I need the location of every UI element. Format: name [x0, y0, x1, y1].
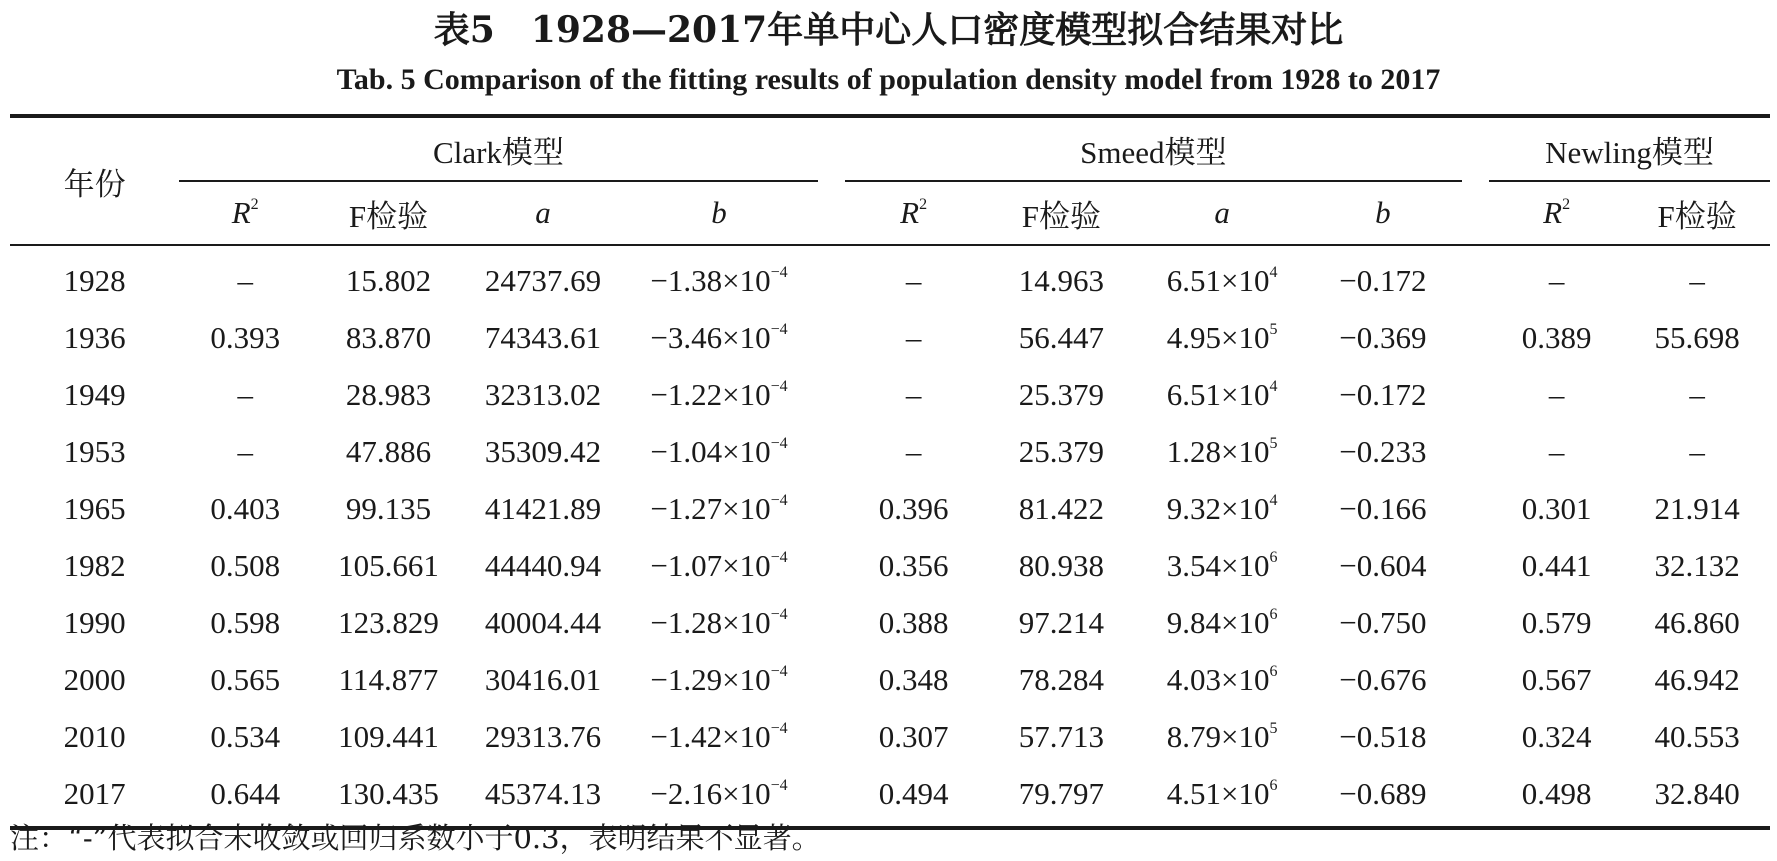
newling-f-cell: 46.942 — [1654, 661, 1740, 697]
table-title-english: Tab. 5 Comparison of the fitting results of population density model from 1928 to 2017 — [336, 63, 1441, 96]
smeed-b-header: b — [1304, 181, 1462, 245]
table-footnote: 注：“-”代表拟合未收敛或回归系数小于0.3，表明结果不显著。 — [10, 821, 821, 855]
newling-r2-cell: 0.389 — [1521, 319, 1592, 355]
clark-b-cell: $-3.46\times 10^{-4}$ — [650, 319, 788, 355]
clark-f-cell: 114.877 — [338, 661, 439, 697]
clark-b-cell: $-1.42\times 10^{-4}$ — [650, 718, 788, 754]
newling-f-cell: 32.132 — [1654, 547, 1740, 583]
table-row — [10, 480, 1770, 537]
clark-r2-cell: – — [237, 433, 253, 469]
year-column-header: 年份 — [10, 116, 179, 245]
clark-f-cell: 83.870 — [345, 319, 432, 355]
smeed-a-header: a — [1140, 181, 1304, 245]
clark-b-cell: $-1.22\times 10^{-4}$ — [650, 376, 788, 412]
newling-r2-cell: – — [1548, 433, 1565, 469]
clark-f-cell: 15.802 — [345, 262, 432, 298]
smeed-b-cell: −0.172 — [1339, 376, 1427, 412]
clark-a-cell: 30416.01 — [484, 661, 602, 697]
newling-r2-cell: – — [1548, 262, 1565, 298]
smeed-r2-cell: 0.388 — [878, 604, 949, 640]
table-title-chinese: 表5 1928—2017年单中心人口密度模型拟合结果对比 — [433, 9, 1344, 51]
clark-r2-cell: 0.508 — [210, 547, 281, 583]
table-row — [10, 423, 1770, 480]
smeed-r2-cell: 0.307 — [878, 718, 949, 754]
newling-f-cell: 40.553 — [1654, 718, 1740, 754]
year-cell: 1928 — [63, 262, 126, 298]
year-cell: 2017 — [10, 765, 179, 828]
smeed-r2-cell: 0.356 — [878, 547, 949, 583]
smeed-f-cell: 25.379 — [1018, 433, 1105, 469]
year-cell: 1936 — [63, 319, 126, 355]
clark-r2-cell: 0.403 — [210, 490, 281, 526]
smeed-a-cell: $3.54\times 10^6$ — [1166, 547, 1278, 583]
smeed-r2-cell: – — [905, 262, 922, 298]
clark-f-cell: 130.435 — [311, 765, 466, 828]
smeed-r2-cell: 0.396 — [878, 490, 949, 526]
year-cell: 2010 — [63, 718, 126, 754]
smeed-b-cell: −0.233 — [1339, 433, 1427, 469]
smeed-b-cell: −0.604 — [1339, 547, 1427, 583]
table-header — [10, 116, 1770, 245]
newling-f-test-header: F检验 — [1624, 181, 1770, 245]
newling-model-header: Newling模型 — [1489, 116, 1770, 181]
year-cell: 1965 — [63, 490, 126, 526]
clark-r2-header: $R^2$ — [179, 181, 311, 245]
table-row — [10, 708, 1770, 765]
newling-f-cell: 55.698 — [1654, 319, 1740, 355]
newling-r2-cell: 0.498 — [1489, 765, 1624, 828]
smeed-r2-cell: 0.348 — [878, 661, 949, 697]
smeed-a-cell: $6.51\times 10^4$ — [1166, 376, 1278, 412]
clark-r2-cell: – — [237, 376, 253, 412]
table-row — [10, 651, 1770, 708]
clark-f-cell: 28.983 — [345, 376, 432, 412]
clark-r2-cell: 0.534 — [210, 718, 281, 754]
smeed-b-cell: −0.518 — [1339, 718, 1427, 754]
newling-f-cell: 46.860 — [1654, 604, 1740, 640]
newling-f-cell: – — [1689, 433, 1705, 469]
clark-b-header: b — [620, 181, 817, 245]
clark-f-test-header: F检验 — [311, 181, 466, 245]
clark-b-cell: $-1.28\times 10^{-4}$ — [650, 604, 788, 640]
smeed-r2-cell: – — [905, 376, 922, 412]
clark-f-cell: 99.135 — [345, 490, 432, 526]
smeed-b-cell: −0.166 — [1339, 490, 1427, 526]
results-table — [10, 114, 1770, 830]
smeed-model-header: Smeed模型 — [845, 116, 1462, 181]
smeed-r2-header: $R^2$ — [845, 181, 983, 245]
clark-b-cell: $-1.38\times 10^{-4}$ — [650, 262, 788, 298]
smeed-b-cell: −0.750 — [1339, 604, 1427, 640]
newling-r2-cell: 0.567 — [1521, 661, 1592, 697]
smeed-a-cell: $6.51\times 10^4$ — [1166, 262, 1278, 298]
smeed-a-cell: $9.32\times 10^4$ — [1166, 490, 1278, 526]
table-row — [10, 537, 1770, 594]
smeed-a-cell: $8.79\times 10^5$ — [1166, 718, 1278, 754]
newling-f-cell: 21.914 — [1654, 490, 1740, 526]
clark-a-cell: 29313.76 — [484, 718, 602, 754]
year-cell: 1982 — [63, 547, 126, 583]
clark-a-cell: 24737.69 — [484, 262, 602, 298]
clark-r2-cell: 0.644 — [179, 765, 311, 828]
table-row — [10, 245, 1770, 309]
clark-b-cell: $-2.16\times 10^{-4}$ — [620, 765, 817, 828]
smeed-f-cell: 80.938 — [1018, 547, 1105, 583]
smeed-r2-cell: – — [905, 433, 922, 469]
smeed-b-cell: −0.172 — [1339, 262, 1427, 298]
clark-b-cell: $-1.07\times 10^{-4}$ — [650, 547, 788, 583]
smeed-a-cell: $4.51\times 10^6$ — [1140, 765, 1304, 828]
clark-a-cell: 35309.42 — [484, 433, 602, 469]
smeed-f-test-header: F检验 — [982, 181, 1140, 245]
newling-r2-cell: 0.579 — [1521, 604, 1592, 640]
clark-r2-cell: 0.393 — [210, 319, 281, 355]
clark-a-header: a — [466, 181, 621, 245]
table-row — [10, 309, 1770, 366]
smeed-b-cell: −0.689 — [1304, 765, 1462, 828]
smeed-a-cell: $4.03\times 10^6$ — [1166, 661, 1278, 697]
smeed-r2-cell: 0.494 — [845, 765, 983, 828]
newling-f-cell: – — [1689, 376, 1705, 412]
clark-a-cell: 45374.13 — [466, 765, 621, 828]
newling-f-cell: – — [1689, 262, 1705, 298]
year-cell: 1990 — [63, 604, 126, 640]
clark-r2-cell: 0.598 — [210, 604, 281, 640]
clark-a-cell: 41421.89 — [484, 490, 602, 526]
clark-b-cell: $-1.27\times 10^{-4}$ — [650, 490, 788, 526]
clark-f-cell: 109.441 — [338, 718, 439, 754]
smeed-f-cell: 25.379 — [1018, 376, 1105, 412]
smeed-f-cell: 56.447 — [1018, 319, 1105, 355]
newling-r2-cell: 0.441 — [1521, 547, 1592, 583]
smeed-f-cell: 78.284 — [1018, 661, 1105, 697]
newling-f-cell: 32.840 — [1624, 765, 1770, 828]
newling-r2-header: $R^2$ — [1489, 181, 1624, 245]
smeed-f-cell: 79.797 — [982, 765, 1140, 828]
newling-r2-cell: 0.324 — [1521, 718, 1592, 754]
clark-f-cell: 47.886 — [345, 433, 432, 469]
newling-r2-cell: 0.301 — [1521, 490, 1592, 526]
clark-a-cell: 32313.02 — [484, 376, 602, 412]
smeed-a-cell: $9.84\times 10^6$ — [1166, 604, 1278, 640]
clark-a-cell: 40004.44 — [484, 604, 602, 640]
clark-r2-cell: 0.565 — [210, 661, 281, 697]
smeed-b-cell: −0.369 — [1339, 319, 1427, 355]
clark-a-cell: 44440.94 — [484, 547, 602, 583]
smeed-a-cell: $4.95\times 10^5$ — [1166, 319, 1278, 355]
clark-r2-cell: – — [237, 262, 253, 298]
newling-r2-cell: – — [1548, 376, 1565, 412]
smeed-a-cell: $1.28\times 10^5$ — [1166, 433, 1278, 469]
smeed-f-cell: 81.422 — [1018, 490, 1105, 526]
smeed-f-cell: 14.963 — [1018, 262, 1105, 298]
clark-model-header: Clark模型 — [179, 116, 818, 181]
year-cell: 2000 — [63, 661, 126, 697]
table-row — [10, 594, 1770, 651]
clark-f-cell: 105.661 — [338, 547, 439, 583]
smeed-r2-cell: – — [905, 319, 922, 355]
table-row — [10, 366, 1770, 423]
smeed-b-cell: −0.676 — [1339, 661, 1427, 697]
smeed-f-cell: 97.214 — [1018, 604, 1105, 640]
clark-a-cell: 74343.61 — [484, 319, 602, 355]
clark-f-cell: 123.829 — [338, 604, 439, 640]
clark-b-cell: $-1.04\times 10^{-4}$ — [650, 433, 788, 469]
year-cell: 1949 — [63, 376, 126, 412]
clark-b-cell: $-1.29\times 10^{-4}$ — [650, 661, 788, 697]
table-body — [10, 245, 1770, 828]
smeed-f-cell: 57.713 — [1018, 718, 1105, 754]
year-cell: 1953 — [63, 433, 126, 469]
